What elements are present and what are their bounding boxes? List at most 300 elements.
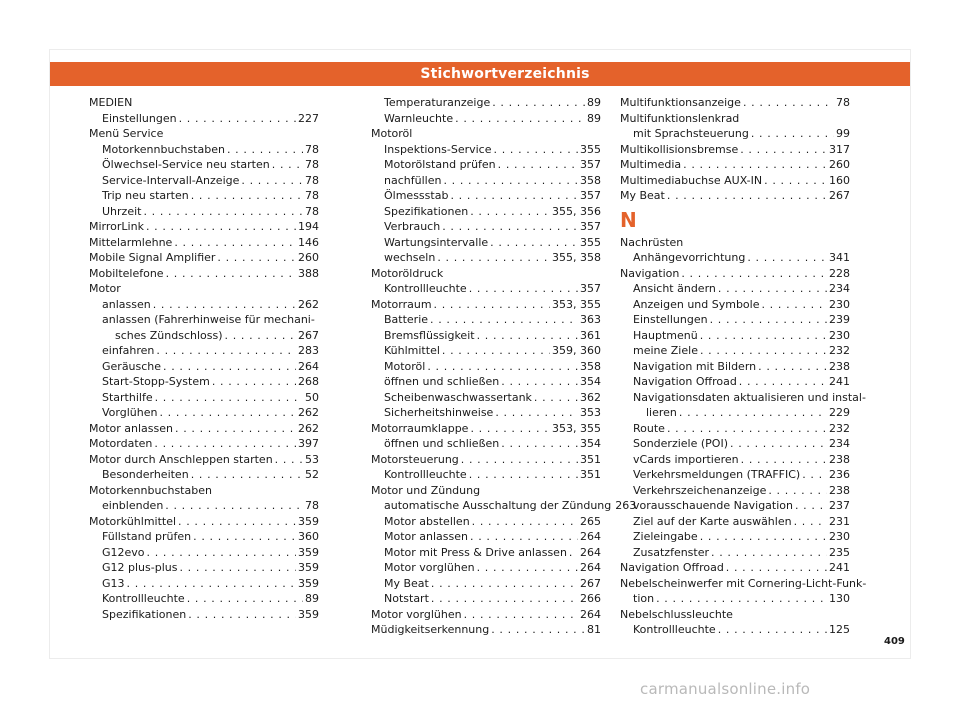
dot-leader (174, 235, 296, 251)
dot-leader (241, 173, 303, 189)
dot-leader (534, 390, 578, 406)
index-entry-term: Motor vorglühen (384, 561, 475, 574)
index-entry-term: öffnen und schließen (384, 375, 500, 388)
dot-leader (758, 359, 827, 375)
index-entry-page: 262 (298, 297, 319, 311)
index-entry (89, 545, 319, 561)
index-entry (371, 529, 601, 545)
index-entry (620, 622, 850, 638)
index-entry-page: 78 (305, 499, 319, 512)
index-entry (371, 374, 601, 390)
dot-leader (461, 452, 578, 468)
index-heading: MEDIEN (89, 96, 133, 109)
index-entry (89, 421, 319, 437)
index-entry-page: 234 (829, 282, 850, 295)
dot-leader (472, 514, 578, 530)
index-entry-page: 239 (829, 313, 850, 326)
dot-leader (153, 297, 296, 313)
index-entry (620, 405, 850, 421)
index-entry (620, 498, 850, 514)
index-entry-page: 357 (580, 282, 601, 295)
dot-leader (681, 266, 827, 282)
dot-leader (469, 467, 578, 483)
index-entry-term: Motorraumklappe (371, 421, 469, 435)
index-entry-term: Kontrollleuchte (633, 623, 716, 636)
dot-leader (155, 390, 303, 406)
index-entry-page: 359 (298, 545, 319, 559)
dot-leader (498, 157, 578, 173)
index-entry (620, 312, 850, 328)
dot-leader (166, 266, 296, 282)
dot-leader (739, 374, 827, 390)
dot-leader (700, 328, 827, 344)
dot-leader (470, 421, 550, 437)
index-entry (620, 374, 850, 390)
dot-leader (470, 204, 550, 220)
dot-leader (191, 188, 303, 204)
dot-leader (718, 622, 827, 638)
index-entry-term: Batterie (384, 313, 429, 326)
index-column-2 (371, 95, 637, 638)
index-entry-term: Navigation Offroad (620, 561, 724, 574)
index-entry-term: anlassen (102, 297, 151, 311)
dot-leader (193, 529, 296, 545)
dot-leader (740, 142, 827, 158)
index-entry-page: 260 (829, 158, 850, 171)
index-entry (371, 359, 601, 375)
index-entry (89, 142, 319, 158)
index-entry-term: G12evo (102, 545, 145, 559)
index-entry-page: 360 (298, 530, 319, 543)
dot-leader (726, 560, 827, 576)
dot-leader (159, 405, 296, 421)
index-entry-page: 359 (298, 576, 319, 590)
index-entry (620, 142, 850, 158)
index-entry-term: Kontrollleuchte (102, 592, 185, 605)
index-entry-page: 237 (829, 499, 850, 512)
index-entry-page: 146 (298, 235, 319, 249)
dot-leader (470, 529, 578, 545)
dot-leader (187, 591, 303, 607)
index-entry-page: 78 (305, 189, 319, 202)
index-entry (371, 622, 601, 638)
index-entry (371, 111, 601, 127)
dot-leader (700, 343, 827, 359)
index-entry-page: 78 (305, 158, 319, 171)
index-entry-term: Mobiltelefone (89, 266, 164, 280)
dot-leader (743, 95, 834, 111)
index-entry-page: 358 (580, 173, 601, 187)
index-entry (371, 607, 601, 623)
index-heading: Motoröldruck (371, 266, 444, 280)
index-entry-page: 351 (580, 468, 601, 481)
index-entry (89, 328, 319, 344)
index-entry-page: 363 (580, 313, 601, 326)
index-entry (89, 452, 319, 468)
index-heading: Nachrüsten (620, 235, 684, 249)
index-entry (89, 436, 319, 452)
index-entry-term: Einstellungen (633, 313, 708, 326)
index-entry-term: Starthilfe (102, 390, 153, 404)
index-entry-term: Besonderheiten (102, 468, 189, 481)
index-entry-term: Müdigkeitserkennung (371, 623, 490, 636)
index-entry-term: Navigation Offroad (633, 375, 737, 388)
dot-leader (191, 467, 303, 483)
index-entry-term: Sicherheitshinweise (384, 406, 494, 419)
index-entry-term: Navigation (620, 266, 680, 280)
index-entry (371, 390, 601, 406)
index-entry-term: Kühlmittel (384, 344, 440, 357)
index-column-1 (89, 95, 319, 622)
index-entry-page: 355, 356 (552, 204, 601, 218)
index-entry (89, 266, 319, 282)
index-entry-term: Zusatzfenster (633, 545, 710, 559)
index-entry-term: Motor vorglühen (371, 607, 462, 621)
index-entry (620, 452, 850, 468)
index-entry-page: 267 (829, 189, 850, 202)
index-heading: anlassen (Fahrerhinweise für mechani- (102, 313, 315, 326)
index-entry-page: 89 (587, 96, 601, 109)
index-entry-page: 125 (829, 623, 850, 636)
index-entry-term: Motor durch Anschleppen starten (89, 452, 273, 466)
index-entry (89, 514, 319, 530)
index-entry-term: Bremsflüssigkeit (384, 328, 475, 342)
index-entry-term: My Beat (620, 189, 665, 202)
index-entry-page: 388 (298, 266, 319, 280)
index-entry-page: 241 (829, 561, 850, 574)
index-entry-page: 230 (829, 297, 850, 311)
dot-leader (501, 374, 578, 390)
dot-leader (443, 173, 578, 189)
index-entry (371, 514, 601, 530)
index-entry-term: Kontrollleuchte (384, 468, 467, 481)
index-entry-term: Motor anlassen (89, 421, 173, 435)
index-entry-page: 353 (580, 406, 601, 419)
index-entry-term: Motorsteuerung (371, 452, 459, 466)
dot-leader (741, 452, 827, 468)
dot-leader (188, 607, 296, 623)
index-entry (371, 328, 601, 344)
index-entry (371, 173, 601, 189)
index-entry (620, 545, 850, 561)
index-entry-term: Service-Intervall-Anzeige (102, 173, 240, 187)
index-entry (371, 235, 601, 251)
index-entry-term: meine Ziele (633, 344, 698, 357)
index-entry (89, 343, 319, 359)
dot-leader (656, 591, 827, 607)
index-entry-page: 359 (298, 514, 319, 528)
index-entry (620, 467, 850, 483)
dot-leader (147, 545, 296, 561)
index-entry-term: Multifunktionsanzeige (620, 96, 741, 109)
index-entry (371, 142, 601, 158)
dot-leader (212, 374, 296, 390)
dot-leader (679, 405, 827, 421)
dot-leader (431, 591, 578, 607)
index-entry-page: 89 (305, 592, 319, 605)
index-entry-term: Spezifikationen (384, 204, 469, 218)
index-heading: Motoröl (371, 127, 413, 140)
index-heading: Motorkennbuchstaben (89, 483, 212, 497)
index-entry-page: 357 (580, 189, 601, 202)
index-entry (620, 359, 850, 375)
index-entry (620, 266, 850, 282)
index-entry-term: sches Zündschloss) (115, 328, 223, 342)
index-entry-term: Einstellungen (102, 111, 177, 125)
index-entry-page: 238 (829, 359, 850, 373)
index-heading: Nebelscheinwerfer mit Cornering-Licht-Funk- (620, 576, 867, 590)
index-entry-page: 354 (580, 437, 601, 450)
index-entry (89, 235, 319, 251)
dot-leader (217, 250, 296, 266)
index-entry-term: Wartungsintervalle (384, 235, 489, 249)
index-entry-page: 50 (305, 390, 319, 404)
index-entry-page: 230 (829, 530, 850, 543)
index-entry-term: Navigation mit Bildern (633, 359, 757, 373)
index-entry-term: mit Sprachsteuerung (633, 127, 749, 140)
index-entry (89, 405, 319, 421)
index-entry-term: Warnleuchte (384, 111, 454, 125)
index-entry-page: 262 (298, 406, 319, 419)
index-entry-term: Ölmessstab (384, 189, 449, 202)
dot-leader (437, 250, 550, 266)
index-entry-page: 232 (829, 421, 850, 435)
dot-leader (492, 95, 585, 111)
index-entry-page: 238 (829, 452, 850, 466)
index-entry-page: 99 (836, 127, 850, 140)
dot-leader (179, 560, 296, 576)
index-entry-term: Scheibenwaschwassertank (384, 390, 532, 404)
index-entry (620, 328, 850, 344)
index-entry-term: Verkehrszeichenanzeige (633, 483, 767, 497)
index-entry-term: Verbrauch (384, 220, 441, 233)
index-entry-term: Motorkühlmittel (89, 514, 177, 528)
index-entry (89, 576, 319, 592)
index-entry-term: Route (633, 421, 665, 435)
dot-leader (761, 297, 827, 313)
dot-leader (667, 421, 827, 437)
index-entry-term: Geräusche (102, 359, 162, 373)
index-entry (371, 343, 601, 359)
index-entry-page: 267 (298, 328, 319, 342)
index-entry-term: G12 plus-plus (102, 561, 178, 574)
dot-leader (430, 312, 578, 328)
index-entry-term: Multimediabuchse AUX-IN (620, 173, 763, 187)
dot-leader (178, 514, 296, 530)
dot-leader (490, 235, 578, 251)
dot-leader (569, 545, 578, 561)
dot-leader (730, 436, 827, 452)
index-entry-page: 241 (829, 375, 850, 388)
index-entry-page: 194 (298, 220, 319, 233)
index-entry-page: 228 (829, 266, 850, 280)
index-entry (620, 126, 850, 142)
index-entry (371, 421, 601, 437)
index-entry-term: Anzeigen und Symbole (633, 297, 760, 311)
index-entry-term: Start-Stopp-System (102, 375, 210, 388)
index-entry-page: 265 (580, 514, 601, 528)
index-entry-page: 234 (829, 437, 850, 450)
index-entry (89, 173, 319, 189)
index-entry-page: 160 (829, 173, 850, 187)
dot-leader (146, 219, 296, 235)
index-entry-page: 359 (298, 561, 319, 574)
index-entry-page: 264 (580, 545, 601, 559)
index-entry (89, 607, 319, 623)
index-entry-term: Motordaten (89, 437, 153, 450)
dot-leader (477, 560, 578, 576)
index-entry (89, 204, 319, 220)
index-entry (371, 95, 601, 111)
index-entry (371, 188, 601, 204)
index-entry (371, 250, 601, 266)
index-entry-term: MirrorLink (89, 220, 144, 233)
dot-leader (747, 250, 827, 266)
dot-leader (272, 157, 303, 173)
index-entry-term: wechseln (384, 251, 436, 264)
index-entry (89, 390, 319, 406)
index-entry (620, 95, 850, 111)
dot-leader (442, 343, 550, 359)
dot-leader (127, 576, 296, 592)
dot-leader (764, 173, 827, 189)
index-entry (371, 219, 601, 235)
dot-leader (455, 111, 585, 127)
index-entry-page: 89 (587, 111, 601, 125)
dot-leader (434, 297, 550, 313)
index-entry (371, 545, 601, 561)
index-entry (89, 560, 319, 576)
index-entry-term: Multikollisionsbremse (620, 142, 739, 156)
dot-leader (165, 498, 303, 514)
index-entry (89, 219, 319, 235)
index-entry-page: 78 (305, 173, 319, 187)
index-entry-page: 238 (829, 483, 850, 497)
dot-leader (795, 498, 827, 514)
index-entry-term: Multimedia (620, 158, 682, 171)
dot-leader (427, 359, 578, 375)
index-entry-page: 266 (580, 592, 601, 605)
dot-leader (802, 467, 827, 483)
dot-leader (710, 312, 827, 328)
index-entry-term: Ölwechsel-Service neu starten (102, 158, 270, 171)
index-entry-term: vCards importieren (633, 452, 739, 466)
dot-leader (179, 111, 296, 127)
index-entry-page: 355 (580, 235, 601, 249)
index-entry-term: automatische Ausschaltung der Zündung (384, 499, 612, 512)
dot-leader (464, 607, 578, 623)
index-entry-page: 357 (580, 220, 601, 233)
index-entry (89, 467, 319, 483)
index-entry-page: 264 (580, 607, 601, 621)
index-entry-term: Vorglühen (102, 406, 158, 419)
index-entry-page: 359, 360 (552, 344, 601, 357)
index-entry-page: 354 (580, 375, 601, 388)
index-entry-term: einblenden (102, 499, 164, 512)
index-entry-page: 341 (829, 251, 850, 264)
index-entry-page: 264 (580, 530, 601, 543)
index-entry (89, 250, 319, 266)
index-entry (89, 498, 319, 514)
index-entry-term: Sonderziele (POI) (633, 437, 728, 450)
index-entry-term: Kontrollleuchte (384, 282, 467, 295)
index-entry-term: Motor abstellen (384, 514, 470, 528)
index-entry (620, 529, 850, 545)
index-entry-page: 355 (580, 142, 601, 156)
index-entry-page: 264 (298, 359, 319, 373)
index-entry (371, 467, 601, 483)
index-entry-term: Motor mit Press & Drive anlassen (384, 545, 567, 559)
dot-leader (491, 622, 585, 638)
index-entry (89, 297, 319, 313)
watermark: carmanualsonline.info (640, 680, 811, 698)
dot-leader (683, 157, 827, 173)
index-entry-term: G13 (102, 576, 125, 590)
index-entry (620, 343, 850, 359)
index-entry-term: Spezifikationen (102, 607, 187, 621)
index-entry-page: 52 (305, 468, 319, 481)
index-entry (89, 111, 319, 127)
index-entry-term: lieren (646, 406, 677, 419)
index-entry-term: vorausschauende Navigation (633, 499, 793, 512)
index-heading: Nebelschlussleuchte (620, 607, 733, 621)
index-entry (620, 421, 850, 437)
index-entry-term: Motorraum (371, 297, 432, 311)
index-entry-page: 231 (829, 514, 850, 528)
index-entry-term: Zieleingabe (633, 530, 698, 543)
index-entry (371, 436, 601, 452)
index-entry-page: 53 (305, 452, 319, 466)
index-entry-page: 232 (829, 344, 850, 357)
index-entry-term: Verkehrsmeldungen (TRAFFIC) (633, 468, 801, 481)
dot-leader (469, 281, 578, 297)
index-entry-term: My Beat (384, 576, 429, 590)
dot-leader (154, 436, 296, 452)
index-entry (620, 560, 850, 576)
index-entry-term: Inspektions-Service (384, 142, 492, 156)
index-entry (89, 529, 319, 545)
dot-leader (768, 483, 827, 499)
index-entry (89, 157, 319, 173)
dot-leader (667, 188, 827, 204)
index-entry-page: 236 (829, 468, 850, 481)
index-entry (371, 204, 601, 220)
dot-leader (718, 281, 827, 297)
index-entry-page: 317 (829, 142, 850, 156)
index-entry (620, 281, 850, 297)
index-entry (89, 359, 319, 375)
dot-leader (227, 142, 303, 158)
index-entry-page: 358 (580, 359, 601, 373)
dot-leader (156, 343, 296, 359)
index-entry (371, 591, 601, 607)
dot-leader (700, 529, 827, 545)
dot-leader (495, 405, 578, 421)
index-entry-page: 81 (587, 623, 601, 636)
index-entry-term: Ziel auf der Karte auswählen (633, 514, 792, 528)
index-entry-term: nachfüllen (384, 173, 442, 187)
index-entry-page: 353, 355 (552, 297, 601, 311)
index-entry (620, 514, 850, 530)
dot-leader (751, 126, 834, 142)
dot-leader (225, 328, 297, 344)
index-entry-page: 359 (298, 607, 319, 621)
index-entry-page: 361 (580, 328, 601, 342)
index-entry-page: 362 (580, 390, 601, 404)
index-entry-term: Uhrzeit (102, 204, 142, 218)
index-entry-page: 78 (305, 204, 319, 218)
index-entry-page: 229 (829, 406, 850, 419)
